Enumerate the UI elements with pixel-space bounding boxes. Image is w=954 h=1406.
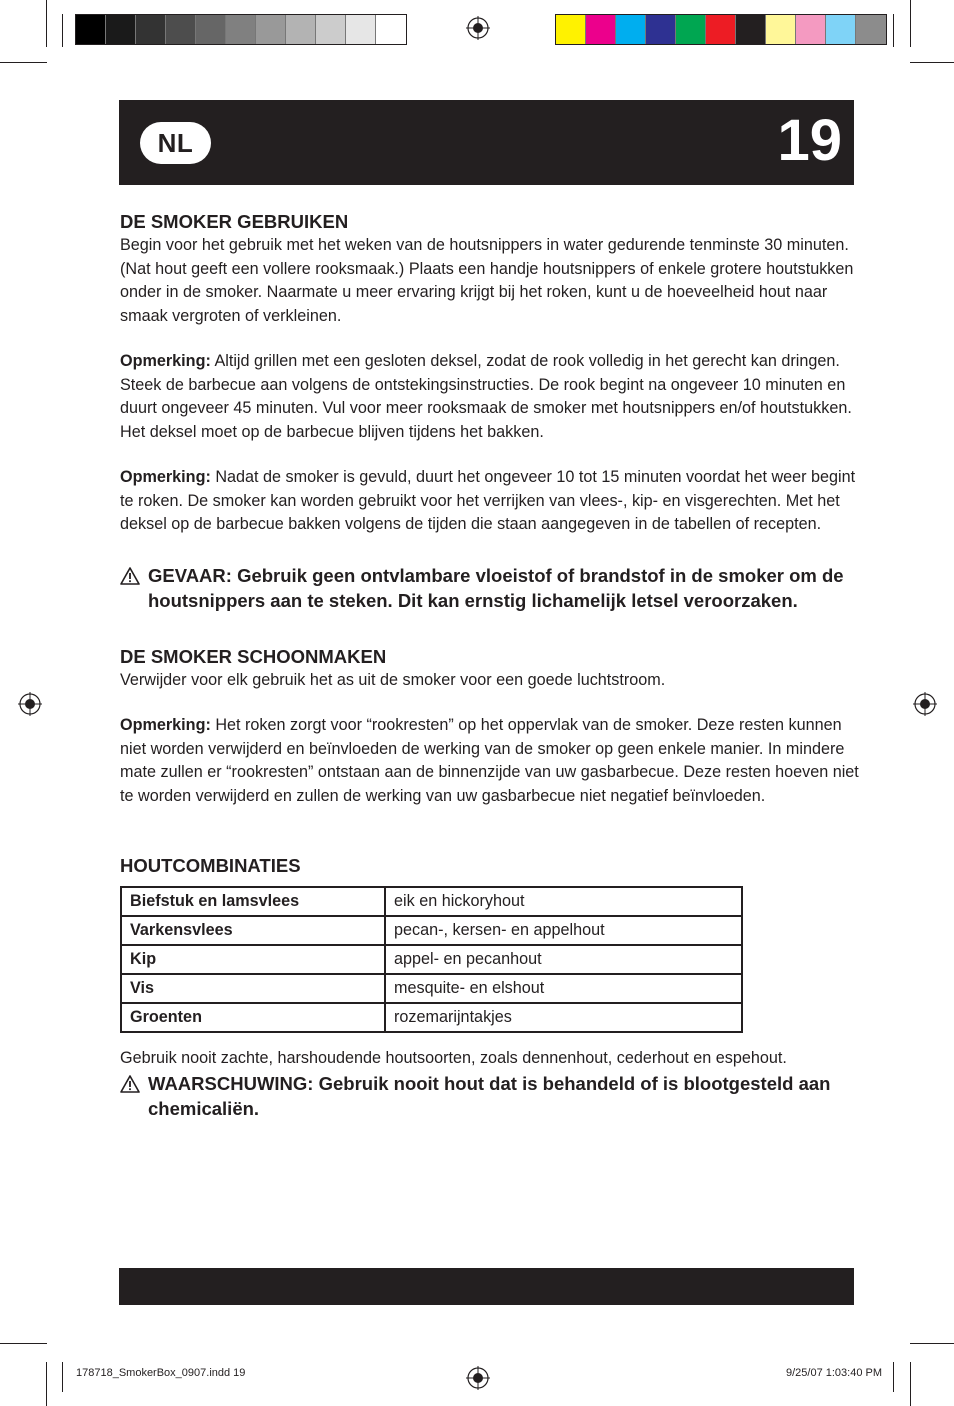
page-content <box>120 210 860 1121</box>
color-swatch <box>736 15 766 44</box>
danger-notice <box>120 563 860 613</box>
color-swatch <box>106 15 136 44</box>
grayscale-bar <box>75 14 407 45</box>
warning-text: WAARSCHUWING: Gebruik nooit hout dat is behandeld of is blootgesteld aan chemicaliën. <box>148 1072 831 1119</box>
section-title-using: DE SMOKER GEBRUIKEN <box>120 211 349 232</box>
food-cell: Vis <box>121 974 385 1003</box>
wood-cell: pecan-, kersen- en appelhout <box>385 916 742 945</box>
header-band <box>119 100 854 185</box>
crop-mark <box>910 62 954 63</box>
wood-combinations-table <box>120 886 743 1033</box>
food-cell: Kip <box>121 945 385 974</box>
color-bar <box>555 14 887 45</box>
color-swatch <box>766 15 796 44</box>
color-swatch <box>136 15 166 44</box>
wood-cell: rozemarijntakjes <box>385 1003 742 1032</box>
registration-mark-icon <box>913 692 937 716</box>
wood-cell: appel- en pecanhout <box>385 945 742 974</box>
color-swatch <box>646 15 676 44</box>
color-swatch <box>616 15 646 44</box>
table-row <box>121 974 742 1003</box>
color-swatch <box>796 15 826 44</box>
note-paragraph <box>120 714 860 808</box>
food-cell: Groenten <box>121 1003 385 1032</box>
food-cell: Varkensvlees <box>121 916 385 945</box>
note-label: Opmerking: <box>120 352 211 370</box>
paragraph: Begin voor het gebruik met het weken van de houtsnippers in water gedurende tenminste 30 minuten. (Nat hout geeft een vollere rooksmaak.) Plaats een handje houtsnippers of enkele grotere houtstukken onder in de smoker. Naarmate u meer ervaring krijgt bij het roken, kunt u de hoeveelheid hout naar smaak vergroten of verkleinen. <box>120 236 854 325</box>
wood-cell: eik en hickoryhout <box>385 887 742 916</box>
language-badge: NL <box>140 122 211 164</box>
color-swatch <box>826 15 856 44</box>
crop-mark <box>46 0 47 47</box>
note-paragraph <box>120 466 860 537</box>
color-swatch <box>856 15 886 44</box>
table-row <box>121 916 742 945</box>
crop-mark <box>910 1362 911 1406</box>
color-swatch <box>586 15 616 44</box>
color-swatch <box>676 15 706 44</box>
slug-file-info: 178718_SmokerBox_0907.indd 19 <box>76 1367 246 1379</box>
footer-band <box>119 1268 854 1305</box>
paragraph: Gebruik nooit zachte, harshoudende houtsoorten, zoals dennenhout, cederhout en espehout. <box>120 1049 787 1067</box>
table-row <box>121 887 742 916</box>
page-number: 19 <box>777 108 842 173</box>
table-row <box>121 1003 742 1032</box>
table-row <box>121 945 742 974</box>
registration-mark-icon <box>18 692 42 716</box>
color-swatch <box>166 15 196 44</box>
color-swatch <box>346 15 376 44</box>
crop-mark <box>893 14 894 47</box>
warning-triangle-icon <box>120 1071 148 1121</box>
section-title-cleaning: DE SMOKER SCHOONMAKEN <box>120 645 387 667</box>
food-cell: Biefstuk en lamsvlees <box>121 887 385 916</box>
crop-mark <box>910 0 911 47</box>
warning-triangle-icon <box>120 563 148 613</box>
slug-timestamp: 9/25/07 1:03:40 PM <box>785 1367 882 1379</box>
crop-mark <box>62 14 63 47</box>
color-swatch <box>76 15 106 44</box>
note-text: Het roken zorgt voor “rookresten” op het oppervlak van de smoker. Deze resten kunnen niet worden verwijderd en beïnvloeden de werking van de smoker op geen enkele manier. In mindere mate zullen er “rookresten” ontstaan aan de binnenzijde van uw gasbarbecue. Deze resten hoeven niet te worden verwijderd en zullen de werking van uw gasbarbecue niet negatief beïnvloeden. <box>120 716 859 805</box>
color-swatch <box>316 15 346 44</box>
danger-text: GEVAAR: Gebruik geen ontvlambare vloeistof of brandstof in de smoker om de houtsnippers aan te steken. Dit kan ernstig lichamelijk letsel veroorzaken. <box>148 564 844 611</box>
color-swatch <box>226 15 256 44</box>
crop-mark <box>893 1362 894 1392</box>
note-text: Nadat de smoker is gevuld, duurt het ongeveer 10 tot 15 minuten voordat het weer begint te roken. De smoker kan worden gebruikt voor het verrijken van vlees-, kip- en visgerechten. Met het deksel op de barbecue bakken volgens de tijden die staan aangegeven in de tabellen of recepten. <box>120 468 856 533</box>
note-paragraph <box>120 350 860 444</box>
registration-mark-icon <box>466 1366 490 1390</box>
color-swatch <box>286 15 316 44</box>
color-swatch <box>256 15 286 44</box>
crop-mark <box>910 1343 954 1344</box>
registration-mark-icon <box>466 16 490 40</box>
crop-mark <box>46 1362 47 1406</box>
color-swatch <box>196 15 226 44</box>
color-swatch <box>556 15 586 44</box>
color-swatch <box>706 15 736 44</box>
wood-cell: mesquite- en elshout <box>385 974 742 1003</box>
note-label: Opmerking: <box>120 468 211 486</box>
crop-mark <box>0 62 47 63</box>
section-title-wood-combinations: HOUTCOMBINATIES <box>120 855 301 876</box>
crop-mark <box>0 1343 47 1344</box>
paragraph: Verwijder voor elk gebruik het as uit de smoker voor een goede luchtstroom. <box>120 670 666 689</box>
color-swatch <box>376 15 406 44</box>
crop-mark <box>62 1362 63 1392</box>
warning-notice <box>120 1071 860 1121</box>
note-label: Opmerking: <box>120 716 211 734</box>
note-text: Altijd grillen met een gesloten deksel, zodat de rook volledig in het gerecht kan dringen. Steek de barbecue aan volgens de ontstekingsinstructies. De rook begint na ongeveer 10 minuten en duurt ongeveer 45 minuten. Vul voor meer rooksmaak de smoker met houtsnippers en/of houtstukken. Het deksel moet op de barbecue blijven tijdens het bakken. <box>120 352 852 441</box>
